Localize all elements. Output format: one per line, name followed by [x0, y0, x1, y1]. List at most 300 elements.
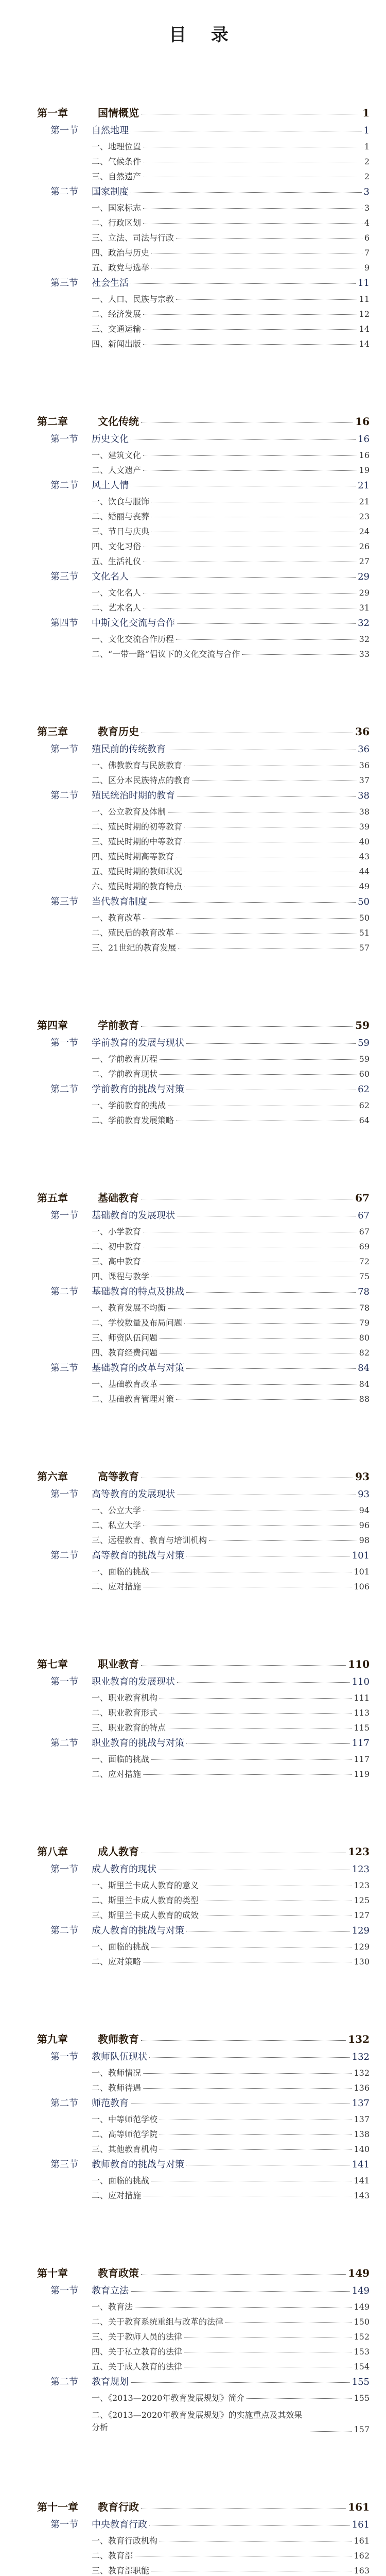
subsection-entry[interactable]: [37, 234, 370, 242]
dot-leader: [141, 422, 353, 423]
entry-title: 一、职业教育机构: [92, 1693, 158, 1703]
entry-page: 16: [358, 434, 370, 445]
subsection-entry[interactable]: [37, 650, 370, 658]
entry-page: 153: [354, 2347, 370, 2357]
entry-title: 二、初中教育: [92, 1242, 142, 1251]
dot-leader: [149, 902, 356, 903]
subsection-entry[interactable]: [37, 2084, 370, 2092]
entry-number: 第八章: [37, 1845, 68, 1858]
entry-page: 117: [354, 1754, 370, 1764]
entry-number: 第二节: [50, 1286, 78, 1297]
chapter-block: [37, 1471, 370, 1591]
entry-page: 140: [354, 2144, 370, 2154]
chapter-block: [37, 416, 370, 658]
entry-number: 第五章: [37, 1192, 68, 1204]
subsection-entry[interactable]: [37, 589, 370, 597]
entry-page: 62: [358, 1084, 370, 1095]
subsection-entry[interactable]: [37, 883, 370, 891]
entry-title: 殖民前的传统教育: [92, 744, 166, 755]
subsection-entry[interactable]: [37, 557, 370, 566]
subsection-entry[interactable]: [37, 1709, 370, 1717]
subsection-entry[interactable]: [37, 2145, 370, 2154]
section-entry[interactable]: [37, 2520, 370, 2530]
section-entry[interactable]: [37, 2053, 370, 2062]
entry-title: 一、面临的挑战: [92, 2176, 150, 2185]
entry-number: 第一节: [50, 125, 78, 136]
dot-leader: [176, 238, 362, 239]
entry-title: 三、高中教育: [92, 1257, 142, 1266]
dot-leader: [184, 1323, 357, 1324]
subsection-entry[interactable]: [37, 543, 370, 551]
subsection-entry[interactable]: [37, 2130, 370, 2139]
subsection-entry[interactable]: [37, 1882, 370, 1890]
entry-page: 21: [359, 497, 370, 506]
toc-body: [37, 108, 370, 2576]
entry-number: 第三节: [50, 896, 78, 907]
entry-title: 教育行政: [98, 2501, 139, 2513]
entry-title: 高等教育的挑战与对策: [92, 1550, 184, 1561]
entry-page: 93: [355, 1470, 370, 1483]
entry-title: 基础教育的特点及挑战: [92, 1286, 184, 1297]
subsection-entry[interactable]: [37, 143, 370, 151]
entry-title: 一、文化名人: [92, 588, 142, 598]
entry-page: 129: [352, 1925, 370, 1936]
section-entry[interactable]: [37, 2378, 370, 2387]
subsection-entry[interactable]: [37, 451, 370, 460]
subsection-entry[interactable]: [37, 1319, 370, 1327]
subsection-entry[interactable]: [37, 340, 370, 348]
subsection-entry[interactable]: [37, 1506, 370, 1515]
entry-title: 三、立法、司法与行政: [92, 233, 174, 243]
subsection-entry[interactable]: [37, 1116, 370, 1125]
chapter-entry[interactable]: [37, 108, 370, 118]
entry-title: 一、中等师范学校: [92, 2114, 158, 2124]
section-entry[interactable]: [37, 619, 370, 628]
entry-title: 学前教育: [98, 1019, 139, 1031]
subsection-entry[interactable]: [37, 1943, 370, 1951]
subsection-entry[interactable]: [37, 295, 370, 303]
subsection-entry[interactable]: [37, 204, 370, 212]
entry-page: 7: [364, 248, 370, 258]
section-entry[interactable]: [37, 279, 370, 288]
entry-title: 国情概览: [98, 107, 139, 119]
dot-leader: [143, 344, 357, 345]
section-entry[interactable]: [37, 2160, 370, 2170]
entry-title: 一、文化交流合作历程: [92, 634, 174, 644]
dot-leader: [143, 329, 357, 330]
chapter-entry[interactable]: [37, 1846, 370, 1857]
entry-page: 11: [359, 294, 370, 304]
entry-title: 中斯文化交流与合作: [92, 618, 175, 629]
section-entry[interactable]: [37, 897, 370, 907]
entry-page: 161: [352, 2519, 370, 2530]
subsection-entry[interactable]: [37, 158, 370, 166]
subsection-entry[interactable]: [37, 1380, 370, 1388]
entry-title: 二、“一带一路”倡议下的文化交流与合作: [92, 649, 240, 659]
subsection-entry[interactable]: [37, 838, 370, 846]
entry-number: 第二节: [50, 2377, 78, 2387]
section-entry[interactable]: [37, 572, 370, 582]
section-entry[interactable]: [37, 745, 370, 754]
subsection-entry[interactable]: [37, 2363, 370, 2371]
dot-leader: [143, 918, 357, 919]
entry-page: 138: [354, 2129, 370, 2139]
entry-title: 教师教育: [98, 2033, 139, 2045]
entry-page: 123: [352, 1864, 370, 1875]
entry-page: 33: [359, 649, 370, 659]
dot-leader: [160, 1713, 352, 1714]
section-entry[interactable]: [37, 1211, 370, 1221]
entry-title: 二、斯里兰卡成人教育的类型: [92, 1895, 199, 1905]
section-entry[interactable]: [37, 2099, 370, 2108]
section-entry[interactable]: [37, 435, 370, 444]
entry-number: 第十一章: [37, 2501, 78, 2513]
dot-leader: [168, 1308, 357, 1309]
chapter-entry[interactable]: [37, 1659, 370, 1669]
dot-leader: [160, 2149, 352, 2150]
entry-page: 59: [358, 1038, 370, 1048]
entry-page: 101: [352, 1550, 370, 1561]
section-entry[interactable]: [37, 188, 370, 197]
entry-title: 历史文化: [92, 434, 129, 445]
entry-page: 88: [359, 1394, 370, 1404]
entry-title: 四、新闻出版: [92, 339, 142, 349]
entry-page: 130: [354, 1957, 370, 1967]
entry-page: 84: [358, 1363, 370, 1374]
subsection-entry[interactable]: [37, 310, 370, 318]
entry-page: 24: [359, 527, 370, 536]
dot-leader: [143, 2088, 352, 2089]
entry-title: 基础教育的发展现状: [92, 1210, 175, 1221]
entry-page: 51: [359, 928, 370, 938]
subsection-entry[interactable]: [37, 604, 370, 612]
subsection-entry[interactable]: [37, 528, 370, 536]
subsection-entry[interactable]: [37, 1536, 370, 1545]
entry-title: 一、基础教育改革: [92, 1379, 158, 1389]
entry-title: 二、气候条件: [92, 157, 142, 166]
entry-title: 一、教育发展不均衡: [92, 1303, 166, 1313]
entry-title: 五、生活礼仪: [92, 556, 142, 566]
entry-number: 第二节: [50, 187, 78, 197]
dot-leader: [186, 1743, 350, 1744]
subsection-entry[interactable]: [37, 1304, 370, 1312]
subsection-entry[interactable]: [37, 498, 370, 506]
subsection-entry[interactable]: [37, 1334, 370, 1342]
entry-title: 学前教育的挑战与对策: [92, 1084, 184, 1095]
subsection-entry[interactable]: [37, 944, 370, 952]
entry-page: 136: [354, 2083, 370, 2093]
entry-number: 第一节: [50, 1210, 78, 1221]
subsection-entry[interactable]: [37, 249, 370, 257]
entry-page: 49: [359, 882, 370, 891]
dot-leader: [141, 1665, 346, 1666]
chapter-entry[interactable]: [37, 726, 370, 737]
subsection-entry[interactable]: [37, 219, 370, 227]
section-entry[interactable]: [37, 481, 370, 490]
chapter-block: [37, 108, 370, 348]
entry-number: 第二节: [50, 1084, 78, 1095]
entry-number: 第一节: [50, 1038, 78, 1048]
entry-page: 127: [354, 1910, 370, 1920]
subsection-entry[interactable]: [37, 929, 370, 937]
subsection-entry[interactable]: [37, 1724, 370, 1732]
entry-title: 三、师资队伍问题: [92, 1333, 158, 1343]
subsection-entry[interactable]: [37, 1101, 370, 1110]
entry-page: 141: [352, 2159, 370, 2170]
chapter-entry[interactable]: [37, 2268, 370, 2278]
entry-page: 39: [359, 822, 370, 832]
entry-title: 师范教育: [92, 2098, 129, 2109]
dot-leader: [247, 2398, 352, 2399]
section-entry[interactable]: [37, 1551, 370, 1561]
entry-number: 第一节: [50, 434, 78, 445]
entry-title: 教育政策: [98, 2267, 139, 2279]
subsection-entry[interactable]: [37, 264, 370, 272]
entry-page: 117: [352, 1738, 370, 1749]
entry-title: 一、教育改革: [92, 913, 142, 923]
entry-title: 风土人情: [92, 480, 129, 491]
dot-leader: [186, 1292, 356, 1293]
entry-title: 教育历史: [98, 725, 139, 738]
entry-title: 二、教师待遇: [92, 2083, 142, 2093]
subsection-entry[interactable]: [37, 2537, 370, 2545]
entry-page: 2: [364, 157, 370, 166]
entry-page: 143: [354, 2191, 370, 2200]
entry-title: 二、关于教育系统重组与改革的法律: [92, 2317, 224, 2327]
entry-title: 社会生活: [92, 278, 129, 289]
section-entry[interactable]: [37, 1865, 370, 1874]
section-entry[interactable]: [37, 1287, 370, 1297]
entry-number: 第十章: [37, 2267, 68, 2279]
chapter-block: [37, 2502, 370, 2576]
dot-leader: [177, 623, 356, 624]
entry-page: 36: [355, 725, 370, 738]
section-entry[interactable]: [37, 1739, 370, 1748]
chapter-entry[interactable]: [37, 2034, 370, 2044]
entry-page: 43: [359, 852, 370, 861]
subsection-entry[interactable]: [37, 1694, 370, 1702]
subsection-entry[interactable]: [37, 1258, 370, 1266]
subsection-entry[interactable]: [37, 2552, 370, 2560]
dot-leader: [131, 577, 356, 578]
subsection-entry[interactable]: [37, 1243, 370, 1251]
entry-page: 62: [359, 1100, 370, 1110]
entry-title: 高等教育的发展现状: [92, 1489, 175, 1500]
subsection-entry[interactable]: [37, 466, 370, 474]
chapter-block: [37, 1193, 370, 1403]
entry-page: 32: [359, 634, 370, 644]
entry-title: 成人教育的挑战与对策: [92, 1925, 184, 1936]
chapter-block: [37, 2034, 370, 2200]
subsection-entry[interactable]: [37, 2115, 370, 2124]
dot-leader: [149, 2057, 350, 2058]
entry-number: 第二节: [50, 2098, 78, 2109]
entry-title: 二、婚丽与丧葬: [92, 512, 150, 521]
section-entry[interactable]: [37, 1039, 370, 1048]
subsection-entry[interactable]: [37, 776, 370, 785]
subsection-entry[interactable]: [37, 761, 370, 770]
subsection-entry[interactable]: [37, 1583, 370, 1591]
entry-title: 四、关于私立教育的法律: [92, 2347, 183, 2357]
entry-page: 110: [348, 1658, 370, 1670]
chapter-block: [37, 1846, 370, 1966]
subsection-entry[interactable]: [37, 2318, 370, 2326]
entry-title: 自然地理: [92, 125, 129, 136]
entry-page: 60: [359, 1069, 370, 1079]
subsection-entry[interactable]: [37, 2333, 370, 2341]
entry-page: 9: [364, 263, 370, 273]
entry-title: 成人教育的现状: [92, 1864, 156, 1875]
entry-title: 职业教育的挑战与对策: [92, 1738, 184, 1749]
subsection-entry[interactable]: [37, 1228, 370, 1236]
entry-page: 16: [359, 450, 370, 460]
entry-page: 36: [358, 744, 370, 755]
section-entry[interactable]: [37, 1085, 370, 1094]
entry-title: 三、教育部职能: [92, 2566, 150, 2575]
subsection-entry[interactable]: [37, 2192, 370, 2200]
subsection-entry[interactable]: [37, 1755, 370, 1764]
entry-title: 一、佛教教育与民族教育: [92, 760, 183, 770]
dot-leader: [143, 593, 357, 594]
dot-leader: [143, 470, 357, 471]
entry-title: 职业教育的发展现状: [92, 1676, 175, 1687]
section-entry[interactable]: [37, 2286, 370, 2296]
entry-title: 二、应对策略: [92, 1957, 142, 1967]
entry-title: 一、建筑文化: [92, 450, 142, 460]
entry-title: 二、学前教育发展策略: [92, 1115, 174, 1125]
entry-number: 第二节: [50, 480, 78, 491]
subsection-entry[interactable]: [37, 173, 370, 181]
entry-title: 二、殖民时期的初等教育: [92, 822, 183, 832]
entry-title: 一、学前教育的挑战: [92, 1100, 166, 1110]
entry-page: 150: [354, 2317, 370, 2327]
subsection-entry[interactable]: [37, 823, 370, 831]
subsection-entry[interactable]: [37, 635, 370, 643]
entry-title: 三、斯里兰卡成人教育的成效: [92, 1910, 199, 1920]
entry-page: 50: [358, 896, 370, 907]
entry-title: 一、教师情况: [92, 2068, 142, 2078]
entry-page: 27: [359, 556, 370, 566]
entry-page: 137: [354, 2114, 370, 2124]
section-entry[interactable]: [37, 1364, 370, 1373]
entry-page: 67: [359, 1227, 370, 1236]
entry-page: 38: [358, 790, 370, 801]
entry-title: 三、21世纪的教育发展: [92, 943, 177, 953]
entry-title: 一、教育法: [92, 2302, 133, 2312]
subsection-entry[interactable]: [37, 1958, 370, 1966]
entry-page: 82: [359, 1348, 370, 1358]
dot-leader: [141, 2508, 346, 2509]
entry-page: 1: [364, 142, 370, 151]
entry-page: 29: [358, 571, 370, 582]
entry-title: 职业教育: [98, 1658, 139, 1670]
section-entry[interactable]: [37, 1926, 370, 1936]
entry-page: 111: [354, 1693, 370, 1703]
entry-title: 四、殖民时期高等教育: [92, 852, 174, 861]
subsection-entry[interactable]: [37, 1521, 370, 1530]
subsection-entry[interactable]: [37, 1568, 370, 1576]
entry-page: 2: [364, 172, 370, 181]
subsection-entry[interactable]: [37, 2303, 370, 2311]
entry-page: 3: [364, 203, 370, 213]
entry-number: 第三节: [50, 2159, 78, 2170]
section-entry[interactable]: [37, 1490, 370, 1499]
entry-number: 第一节: [50, 744, 78, 755]
subsection-entry[interactable]: [37, 2348, 370, 2356]
dot-leader: [149, 2525, 350, 2526]
subsection-entry[interactable]: [37, 2177, 370, 2185]
subsection-entry[interactable]: [37, 868, 370, 876]
subsection-entry[interactable]: [37, 1395, 370, 1403]
entry-page: 80: [359, 1333, 370, 1343]
subsection-entry[interactable]: [37, 853, 370, 861]
section-entry[interactable]: [37, 791, 370, 801]
dot-leader: [143, 455, 357, 456]
dot-leader: [151, 1759, 352, 1760]
subsection-entry[interactable]: [37, 513, 370, 521]
entry-title: 二、人文遗产: [92, 465, 142, 475]
chapter-entry[interactable]: [37, 416, 370, 427]
subsection-entry[interactable]: [37, 2394, 370, 2402]
subsection-entry[interactable]: [37, 2069, 370, 2077]
entry-page: 4: [364, 218, 370, 228]
entry-title: 三、自然遗产: [92, 172, 142, 181]
subsection-entry[interactable]: [37, 1349, 370, 1357]
entry-page: 59: [359, 1054, 370, 1064]
entry-title: 一、学前教育历程: [92, 1054, 158, 1064]
subsection-entry[interactable]: [37, 1273, 370, 1281]
entry-page: 40: [359, 837, 370, 846]
dot-leader: [160, 2134, 352, 2135]
dot-leader: [143, 208, 362, 209]
entry-page: 26: [359, 541, 370, 551]
dot-leader: [310, 2431, 352, 2432]
chapter-entry[interactable]: [37, 1471, 370, 1482]
entry-title: 成人教育: [98, 1845, 139, 1858]
entry-number: 第二节: [50, 1925, 78, 1936]
chapter-entry[interactable]: [37, 2502, 370, 2512]
dot-leader: [160, 1074, 357, 1075]
entry-number: 第六章: [37, 1470, 68, 1483]
dot-leader: [143, 223, 362, 224]
subsection-entry[interactable]: [37, 808, 370, 816]
subsection-entry[interactable]: [37, 1055, 370, 1063]
subsection-entry[interactable]: [37, 1896, 370, 1905]
chapter-entry[interactable]: [37, 1020, 370, 1030]
subsection-entry[interactable]: [37, 1770, 370, 1778]
entry-number: 第九章: [37, 2033, 68, 2045]
entry-page: 67: [355, 1192, 370, 1204]
subsection-entry[interactable]: [37, 325, 370, 333]
subsection-entry[interactable]: [37, 1911, 370, 1920]
entry-page: 137: [352, 2098, 370, 2109]
entry-title: 二、经济发展: [92, 309, 142, 319]
entry-page: 78: [358, 1286, 370, 1297]
entry-title: 三、节日与庆典: [92, 527, 150, 536]
subsection-entry[interactable]: [37, 914, 370, 922]
section-entry[interactable]: [37, 126, 370, 135]
chapter-entry[interactable]: [37, 1193, 370, 1203]
entry-page: 64: [359, 1115, 370, 1125]
dot-leader: [160, 1059, 357, 1060]
subsection-entry[interactable]: [37, 2409, 370, 2434]
subsection-entry[interactable]: [37, 1070, 370, 1078]
entry-number: 第三节: [50, 571, 78, 582]
section-entry[interactable]: [37, 1677, 370, 1687]
dot-leader: [242, 654, 357, 655]
entry-title: 五、殖民时期的教师状况: [92, 867, 183, 876]
subsection-entry[interactable]: [37, 2567, 370, 2575]
